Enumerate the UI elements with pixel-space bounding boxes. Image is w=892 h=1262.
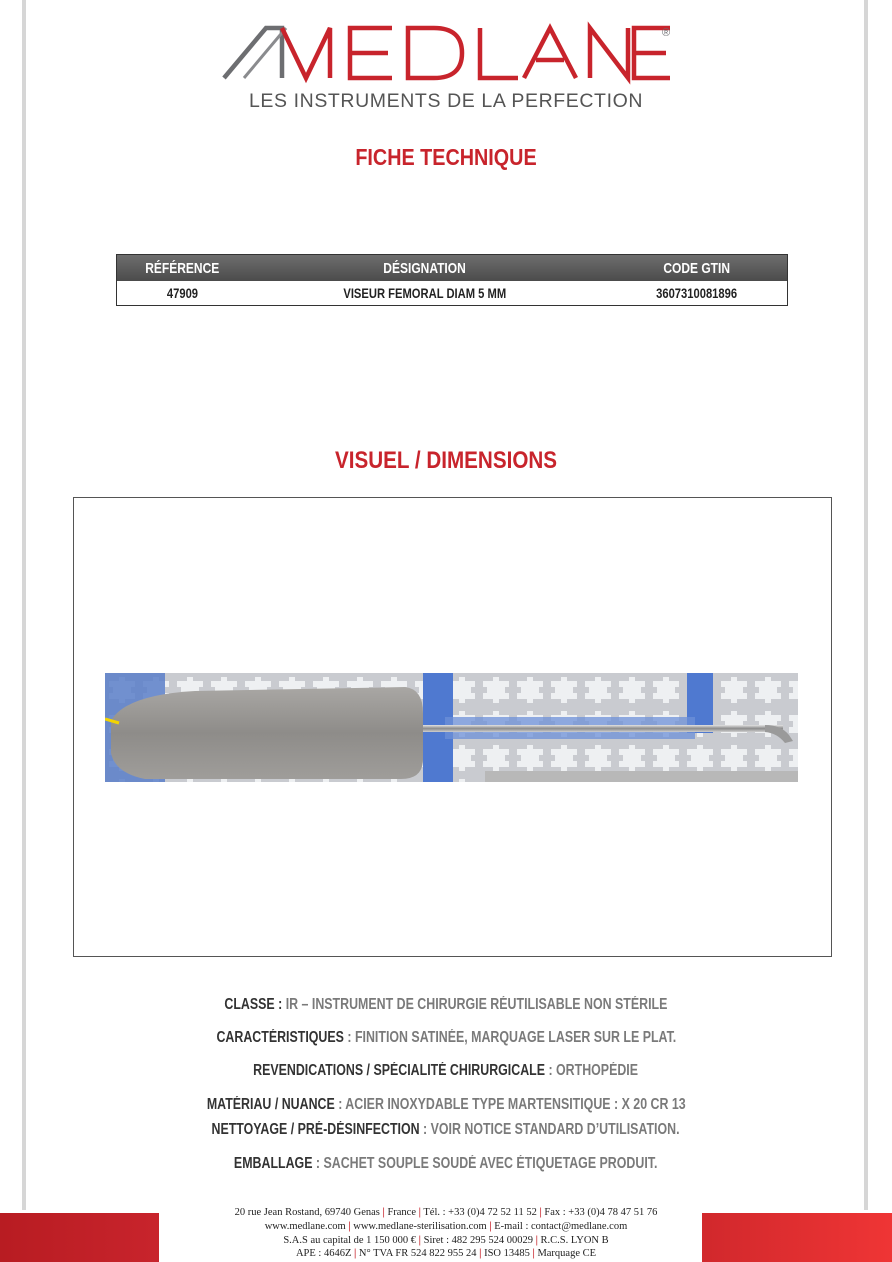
cell-designation: VISEUR FEMORAL DIAM 5 MM (343, 285, 507, 301)
website-link[interactable]: www.medlane.com (264, 1220, 346, 1232)
table-row (117, 281, 787, 305)
spec-revendications: REVENDICATIONS / SPÉCIALITÉ CHIRURGICALE : ORTHOPÉDIE (253, 1062, 639, 1079)
medlane-logo (222, 20, 678, 86)
table-header-row (117, 255, 787, 281)
spec-emballage: EMBALLAGE : SACHET SOUPLE SOUDÉ AVEC ÉTIQUETAGE PRODUIT. (234, 1155, 658, 1172)
footer-web-line: www.medlane.com | www.medlane-sterilisation.com | E-mail : contact@medlane.com (264, 1220, 628, 1232)
footer-address-line: 20 rue Jean Rostand, 69740 Genas | France | Tél. : +33 (0)4 72 52 11 52 | Fax : +33 (0)4 78 47 51 76 (234, 1207, 658, 1218)
company-footer (0, 1206, 892, 1261)
spec-materiau: MATÉRIAU / NUANCE : ACIER INOXYDABLE TYPE MARTENSITIQUE : X 20 CR 13 (206, 1096, 686, 1113)
email-link[interactable]: E-mail : contact@medlane.com (494, 1220, 628, 1232)
registered-mark: ® (662, 27, 671, 39)
footer-certification-line: APE : 4646Z | N° TVA FR 524 822 955 24 | ISO 13485 | Marquage CE (295, 1248, 597, 1260)
brand-tagline: LES INSTRUMENTS DE LA PERFECTION (248, 90, 644, 112)
footer-legal-line: S.A.S au capital de 1 150 000 € | Siret : 482 295 524 00029 | R.C.S. LYON B (283, 1234, 609, 1246)
spec-caracteristiques: CARACTÉRISTIQUES : FINITION SATINÉE, MARQUAGE LASER SUR LE PLAT. (216, 1029, 676, 1046)
header-gtin: CODE GTIN (663, 259, 731, 277)
visuel-dimensions-title: VISUEL / DIMENSIONS (334, 447, 558, 474)
spec-classe: CLASSE : IR – INSTRUMENT DE CHIRURGIE RÉUTILISABLE NON STÉRILE (224, 996, 668, 1013)
cell-reference: 47909 (166, 285, 198, 301)
fiche-technique-title: FICHE TECHNIQUE (355, 144, 537, 170)
header-designation: DÉSIGNATION (383, 259, 467, 277)
sterilisation-website-link[interactable]: www.medlane-sterilisation.com (353, 1220, 487, 1232)
cell-gtin: 3607310081896 (656, 285, 738, 301)
header-reference: RÉFÉRENCE (144, 259, 219, 277)
surgical-instrument-photo (105, 673, 798, 782)
product-reference-table (116, 254, 788, 306)
spec-nettoyage: NETTOYAGE / PRÉ-DÉSINFECTION : VOIR NOTICE STANDARD D’UTILISATION. (211, 1121, 681, 1138)
